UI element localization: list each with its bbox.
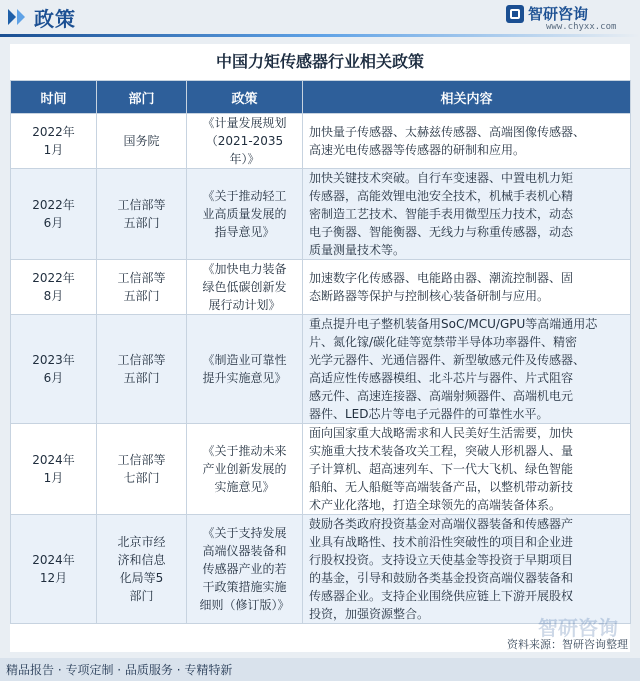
table-body (11, 114, 631, 624)
cell-policy-line: 实施意见》 (214, 480, 275, 494)
cell-policy-line: 年）》 (229, 152, 260, 166)
cell-time-line: 2023年 (32, 353, 75, 367)
cell-policy (187, 169, 303, 260)
table-row (11, 114, 631, 169)
cell-content-line: 投资，加强资源整合。 (309, 607, 430, 621)
cell-content (303, 424, 631, 515)
cell-content (303, 515, 631, 624)
cell-dept (97, 169, 187, 260)
cell-policy-line: 干政策措施实施 (202, 580, 287, 594)
cell-content-line: 子计算机、超高速列车、下一代大飞机、绿色智能 (309, 462, 574, 476)
cell-dept (97, 424, 187, 515)
brand-logo-block[interactable] (506, 3, 630, 35)
cell-policy (187, 260, 303, 315)
cell-content (303, 260, 631, 315)
cell-policy-line: 业高质量发展的 (202, 207, 287, 221)
cell-time-line: 1月 (43, 471, 64, 485)
cell-policy-line: 高端仪器装备和 (202, 544, 287, 558)
footer-bar (0, 658, 640, 681)
cell-policy-line: 《制造业可靠性 (202, 353, 287, 367)
cell-time (11, 114, 97, 169)
header-policy: 政策 (187, 81, 303, 114)
cell-content-line: 传感器企业。支持企业围绕供应链上下游开展股权 (309, 589, 574, 603)
policy-table (10, 80, 631, 624)
cell-content-line: 加快关键技术突破。自行车变速器、中置电机力矩 (309, 171, 574, 185)
footer-text: 精品报告 · 专项定制 · 品质服务 · 专精特新 (6, 663, 233, 677)
header-divider (0, 34, 640, 37)
cell-content-line: 态断路器等保护与控制核心装备研制与应用。 (309, 289, 550, 303)
cell-content-line: 实施重大技术装备攻关工程，突破人形机器人、量 (309, 444, 574, 458)
table-header-row (11, 81, 631, 114)
cell-policy-line: 绿色低碳创新发 (202, 280, 287, 294)
cell-time (11, 424, 97, 515)
cell-dept-line: 化局等5 (119, 571, 164, 585)
table-title: 中国力矩传感器行业相关政策 (215, 52, 424, 71)
cell-policy-line: 细则（修订版）》 (199, 598, 290, 612)
cell-policy-line: 《加快电力装备 (202, 262, 287, 276)
cell-dept (97, 315, 187, 424)
cell-dept-line: 工信部等 (117, 453, 166, 467)
table-row (11, 169, 631, 260)
cell-time-line: 1月 (43, 143, 64, 157)
cell-policy-line: 提升实施意见》 (202, 371, 287, 385)
header-content: 相关内容 (303, 81, 631, 114)
double-arrow-icon (8, 7, 28, 27)
cell-policy (187, 515, 303, 624)
table-row (11, 424, 631, 515)
cell-content-line: 船舶、无人船艇等高端装备产品，以整机带动新技 (309, 480, 574, 494)
cell-policy-line: 展行动计划》 (208, 298, 281, 312)
cell-content-line: 器件、LED芯片等电子元器件的可靠性水平。 (309, 407, 549, 421)
cell-time-line: 2024年 (32, 553, 75, 567)
cell-content-line: 光学元器件、光通信器件、新型敏感元件及传感器、 (309, 353, 586, 367)
cell-dept-line: 工信部等 (117, 353, 166, 367)
cell-content-line: 高适应性传感器模组、北斗芯片与器件、片式阻容 (309, 371, 574, 385)
cell-content (303, 169, 631, 260)
cell-content-line: 传感器，高能效锂电池安全技术，机械手表机心精 (309, 189, 574, 203)
cell-time (11, 169, 97, 260)
cell-policy-line: 传感器产业的若 (202, 562, 287, 576)
cell-dept (97, 260, 187, 315)
cell-content-line: 行股权投资。支持设立天使基金等投资于早期项目 (309, 553, 574, 567)
cell-dept-line: 七部门 (123, 471, 160, 485)
cell-content-line: 加快量子传感器、太赫兹传感器、高端图像传感器、 (309, 125, 586, 139)
cell-content-line: 鼓励各类政府投资基金对高端仪器装备和传感器产 (309, 517, 574, 531)
cell-content-line: 术产业化落地，打造全球领先的高端装备体系。 (309, 498, 562, 512)
table-row (11, 260, 631, 315)
cell-dept (97, 114, 187, 169)
cell-content-line: 密制造工艺技术、智能手表用微型压力技术，动态 (309, 207, 574, 221)
watermark: 智研咨询 (538, 616, 618, 640)
table-row (11, 315, 631, 424)
cell-time-line: 2024年 (32, 453, 75, 467)
brand-logo-icon (506, 5, 524, 23)
cell-dept-line: 工信部等 (117, 271, 166, 285)
brand-name: 智研咨询 (528, 5, 589, 23)
cell-dept-line: 济和信息 (117, 553, 166, 567)
header-time: 时间 (11, 81, 97, 114)
cell-content-line: 高速光电传感器等传感器的研制和应用。 (309, 143, 526, 157)
cell-content (303, 315, 631, 424)
cell-content (303, 114, 631, 169)
cell-policy-line: （2021-2035 (205, 134, 284, 148)
cell-dept-line: 北京市经 (117, 535, 166, 549)
cell-policy (187, 315, 303, 424)
cell-time-line: 2022年 (32, 125, 75, 139)
cell-content-line: 片、氮化镓/碳化硅等宽禁带半导体功率器件、精密 (309, 335, 578, 349)
cell-time-line: 6月 (43, 216, 64, 230)
cell-policy-line: 指导意见》 (214, 225, 275, 239)
policy-table-card (10, 44, 630, 652)
cell-dept-line: 五部门 (123, 371, 160, 385)
cell-dept-line: 部门 (129, 589, 154, 603)
cell-policy-line: 产业创新发展的 (202, 462, 287, 476)
source-note: 资料来源：智研咨询整理 (507, 638, 628, 651)
cell-dept (97, 515, 187, 624)
cell-policy (187, 114, 303, 169)
table-row (11, 515, 631, 624)
section-header (0, 0, 640, 34)
cell-time (11, 515, 97, 624)
cell-content-line: 面向国家重大战略需求和人民美好生活需要，加快 (309, 426, 574, 440)
cell-policy-line: 《关于支持发展 (202, 526, 287, 540)
cell-dept-line: 国务院 (123, 134, 160, 148)
cell-time-line: 2022年 (32, 271, 75, 285)
cell-dept-line: 五部门 (123, 289, 160, 303)
section-title: 政策 (34, 7, 76, 31)
cell-content-line: 重点提升电子整机装备用SoC/MCU/GPU等高端通用芯 (309, 317, 598, 331)
cell-content-line: 电子衡器、智能衡器、无线力与称重传感器，动态 (309, 225, 574, 239)
brand-url[interactable]: www.chyxx.com (546, 22, 617, 32)
cell-time (11, 260, 97, 315)
cell-dept-line: 五部门 (123, 216, 160, 230)
cell-time-line: 12月 (39, 571, 68, 585)
cell-content-line: 加速数字化传感器、电能路由器、潮流控制器、固 (309, 271, 574, 285)
cell-content-line: 业具有战略性、技术前沿性突破性的项目和企业进 (309, 535, 574, 549)
cell-dept-line: 工信部等 (117, 198, 166, 212)
cell-policy (187, 424, 303, 515)
cell-content-line: 质量测量技术等。 (309, 243, 406, 257)
cell-time (11, 315, 97, 424)
cell-content-line: 的基金，引导和鼓励各类基金投资高端仪器装备和 (309, 571, 574, 585)
cell-content-line: 感元件、高速连接器、高端射频器件、高端机电元 (309, 389, 574, 403)
cell-policy-line: 《关于推动轻工 (202, 189, 287, 203)
cell-policy-line: 《计量发展规划 (202, 116, 287, 130)
header-dept: 部门 (97, 81, 187, 114)
cell-time-line: 2022年 (32, 198, 75, 212)
cell-time-line: 8月 (43, 289, 64, 303)
cell-time-line: 6月 (43, 371, 64, 385)
cell-policy-line: 《关于推动未来 (202, 444, 287, 458)
